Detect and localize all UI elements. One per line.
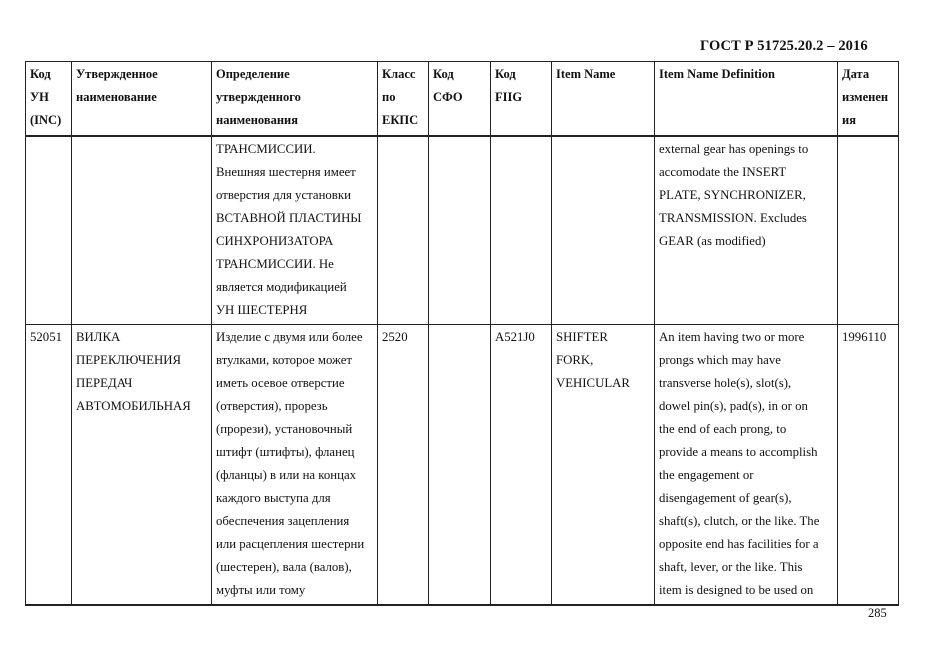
column-header-sfo xyxy=(429,62,491,137)
text-line: ВИЛКА xyxy=(76,330,121,344)
text-line: disengagement of gear(s), xyxy=(659,491,792,505)
cell-class xyxy=(378,325,429,606)
text-line: СФО xyxy=(433,90,463,104)
cell-sfo xyxy=(429,325,491,606)
text-line: ЕКПС xyxy=(382,113,419,127)
text-line: FORK, xyxy=(556,353,594,367)
cell-class xyxy=(378,136,429,325)
text-line: (отверстия), прорезь xyxy=(216,399,328,413)
text-line: втулками, которое может xyxy=(216,353,352,367)
text-line: 2520 xyxy=(382,330,408,344)
page-number: 285 xyxy=(868,606,887,620)
text-line: item is designed to be used on xyxy=(659,583,814,597)
text-line: ПЕРЕДАЧ xyxy=(76,376,133,390)
text-line: (прорези), установочный xyxy=(216,422,353,436)
cell-sfo xyxy=(429,136,491,325)
text-line: Код xyxy=(433,67,454,81)
text-line: prongs which may have xyxy=(659,353,781,367)
table-row xyxy=(26,136,899,325)
nomenclature-table xyxy=(25,61,899,606)
text-line: наименование xyxy=(76,90,157,104)
text-line: Внешняя шестерня имеет xyxy=(216,165,356,179)
text-line: каждого выступа для xyxy=(216,491,331,505)
text-line: отверстия для установки xyxy=(216,188,351,202)
cell-inc xyxy=(26,325,72,606)
text-line: ТРАНСМИССИИ. xyxy=(216,142,316,156)
text-line: штифт (штифты), фланец xyxy=(216,445,355,459)
column-header-fiig xyxy=(491,62,552,137)
text-line: ТРАНСМИССИИ. Не xyxy=(216,257,334,271)
text-line: A521J0 xyxy=(495,330,535,344)
cell-definition xyxy=(212,325,378,606)
cell-item-name xyxy=(552,136,655,325)
text-line: Код xyxy=(495,67,516,81)
text-line: 1996110 xyxy=(842,330,887,344)
text-line: Дата xyxy=(842,67,870,81)
text-line: provide a means to accomplish xyxy=(659,445,818,459)
text-line: обеспечения зацепления xyxy=(216,514,350,528)
cell-approved-name xyxy=(72,136,212,325)
text-line: является модификацией xyxy=(216,280,347,294)
text-line: ия xyxy=(842,113,856,127)
text-line: shaft(s), clutch, or the like. The xyxy=(659,514,820,528)
cell-fiig xyxy=(491,136,552,325)
column-header-date xyxy=(838,62,899,137)
text-line: иметь осевое отверстие xyxy=(216,376,345,390)
text-line: 52051 xyxy=(30,330,62,344)
text-line: An item having two or more xyxy=(659,330,805,344)
text-line: VEHICULAR xyxy=(556,376,630,390)
text-line: наименования xyxy=(216,113,299,127)
text-line: ПЕРЕКЛЮЧЕНИЯ xyxy=(76,353,182,367)
text-line: по xyxy=(382,90,396,104)
text-line: Утвержденное xyxy=(76,67,158,81)
text-line: (фланцы) в или на концах xyxy=(216,468,357,482)
text-line: АВТОМОБИЛЬНАЯ xyxy=(76,399,191,413)
text-line: SHIFTER xyxy=(556,330,608,344)
text-line: Код xyxy=(30,67,51,81)
table-header-row xyxy=(26,62,899,137)
text-line: transverse hole(s), slot(s), xyxy=(659,376,792,390)
text-line: FIIG xyxy=(495,90,523,104)
text-line: изменен xyxy=(842,90,889,104)
text-line: Класс xyxy=(382,67,416,81)
cell-fiig xyxy=(491,325,552,606)
text-line: opposite end has facilities for a xyxy=(659,537,819,551)
table-row xyxy=(26,325,899,606)
text-line: the end of each prong, to xyxy=(659,422,787,436)
column-header-item-definition xyxy=(655,62,838,137)
column-header-definition xyxy=(212,62,378,137)
text-line: shaft, lever, or the like. This xyxy=(659,560,803,574)
text-line: муфты или тому xyxy=(216,583,306,597)
text-line: external gear has openings to xyxy=(659,142,809,156)
text-line: ВСТАВНОЙ ПЛАСТИНЫ xyxy=(216,211,362,225)
cell-inc xyxy=(26,136,72,325)
column-header-item-name xyxy=(552,62,655,137)
text-line: GEAR (as modified) xyxy=(659,234,766,248)
cell-item-definition xyxy=(655,325,838,606)
text-line: (INC) xyxy=(30,113,62,127)
text-line: или расцепления шестерни xyxy=(216,537,365,551)
column-header-inc xyxy=(26,62,72,137)
text-line: TRANSMISSION. Excludes xyxy=(659,211,807,225)
text-line: the engagement or xyxy=(659,468,754,482)
column-header-approved-name xyxy=(72,62,212,137)
cell-date xyxy=(838,136,899,325)
text-line: Изделие с двумя или более xyxy=(216,330,363,344)
column-header-class xyxy=(378,62,429,137)
text-line: УН ШЕСТЕРНЯ xyxy=(216,303,308,317)
text-line: dowel pin(s), pad(s), in or on xyxy=(659,399,808,413)
text-line: Item Name xyxy=(556,67,616,81)
cell-item-name xyxy=(552,325,655,606)
text-line: утвержденного xyxy=(216,90,301,104)
cell-definition xyxy=(212,136,378,325)
text-line: СИНХРОНИЗАТОРА xyxy=(216,234,334,248)
text-line: (шестерен), вала (валов), xyxy=(216,560,352,574)
text-line: УН xyxy=(30,90,49,104)
cell-approved-name xyxy=(72,325,212,606)
text-line: accomodate the INSERT xyxy=(659,165,787,179)
text-line: Определение xyxy=(216,67,290,81)
text-line: Item Name Definition xyxy=(659,67,775,81)
cell-date xyxy=(838,325,899,606)
document-standard-header: ГОСТ Р 51725.20.2 – 2016 xyxy=(700,38,868,54)
text-line: PLATE, SYNCHRONIZER, xyxy=(659,188,806,202)
cell-item-definition xyxy=(655,136,838,325)
